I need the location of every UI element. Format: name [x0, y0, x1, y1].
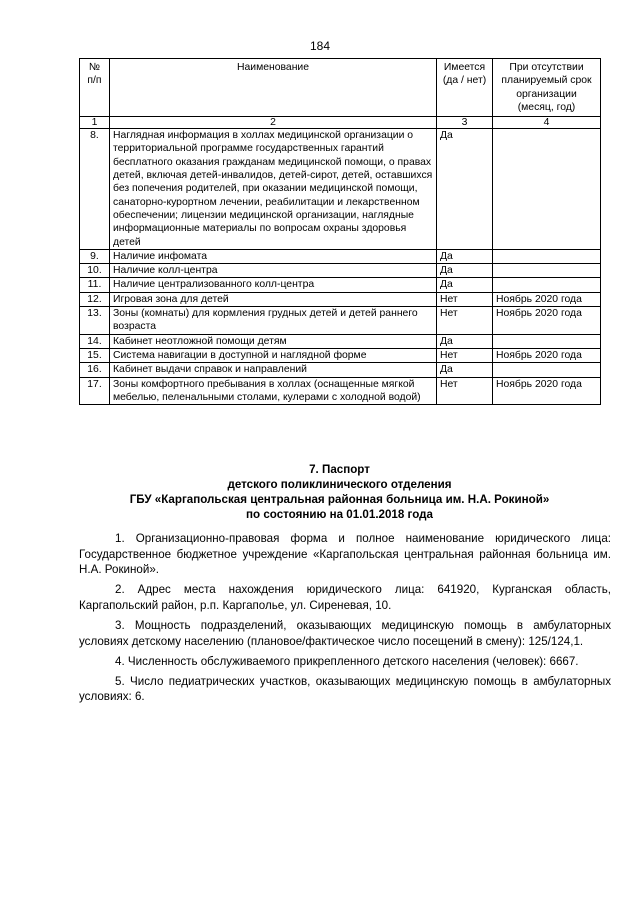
row-name: Зоны комфортного пребывания в холлах (оснащенные мягкой мебелью, пеленальными столами, кулерами с холодной водой)	[110, 377, 437, 405]
column-index: 4	[493, 117, 601, 129]
row-planned-date	[493, 249, 601, 263]
row-availability: Да	[437, 278, 493, 292]
column-index: 1	[80, 117, 110, 129]
row-number: 9.	[80, 249, 110, 263]
paragraph: 3. Мощность подразделений, оказывающих медицинскую помощь в амбулаторных условиях детскому населению (плановое/фактическое число посещений в смену): 125/124,1.	[79, 618, 611, 648]
row-name: Зоны (комнаты) для кормления грудных детей и детей раннего возраста	[110, 307, 437, 335]
row-name: Кабинет неотложной помощи детям	[110, 334, 437, 348]
row-planned-date	[493, 363, 601, 377]
row-planned-date	[493, 278, 601, 292]
row-number: 15.	[80, 348, 110, 362]
section-date: по состоянию на 01.01.2018 года	[246, 508, 433, 521]
row-planned-date	[493, 129, 601, 250]
row-number: 14.	[80, 334, 110, 348]
row-name: Наличие инфомата	[110, 249, 437, 263]
row-number: 12.	[80, 292, 110, 306]
table-row	[80, 307, 601, 335]
header-planned-date: При отсутствии планируемый срок организации (месяц, год)	[493, 59, 601, 117]
header-number: № п/п	[80, 59, 110, 117]
column-number-row	[80, 117, 601, 129]
page-number: 184	[309, 39, 331, 53]
paragraph: 1. Организационно-правовая форма и полное наименование юридического лица: Государственное бюджетное учреждение «Каргапольская центральная районная больница им. Н.А. Рокиной».	[79, 532, 611, 577]
row-number: 13.	[80, 307, 110, 335]
row-name: Система навигации в доступной и наглядной форме	[110, 348, 437, 362]
row-name: Игровая зона для детей	[110, 292, 437, 306]
row-planned-date: Ноябрь 2020 года	[493, 292, 601, 306]
row-name: Наглядная информация в холлах медицинской организации о территориальной программе государственных гарантий бесплатного оказания гражданам медицинской помощи, о правах детей, включая детей-инвалидов, детей-сирот, детей, оставшихся без попечения родителей, при оказании медицинской помощи, санаторно-курортном лечении, реабилитации и лекарственном обеспечении; лицензии медицинской организации, наглядные информационные материалы по вопросам охраны здоровья детей	[110, 129, 437, 250]
row-planned-date: Ноябрь 2020 года	[493, 377, 601, 405]
row-name: Наличие колл-центра	[110, 264, 437, 278]
row-availability: Нет	[437, 292, 493, 306]
row-planned-date	[493, 334, 601, 348]
row-planned-date	[493, 264, 601, 278]
table-row	[80, 129, 601, 250]
row-availability: Да	[437, 363, 493, 377]
table-row	[80, 334, 601, 348]
section-subtitle: детского поликлинического отделения	[227, 478, 452, 491]
header-name: Наименование	[110, 59, 437, 117]
section-organization: ГБУ «Каргапольская центральная районная больница им. Н.А. Рокиной»	[129, 493, 550, 506]
row-availability: Нет	[437, 377, 493, 405]
row-number: 8.	[80, 129, 110, 250]
table-row	[80, 278, 601, 292]
row-number: 10.	[80, 264, 110, 278]
column-index: 2	[110, 117, 437, 129]
section-heading	[79, 462, 600, 522]
row-availability: Да	[437, 264, 493, 278]
column-index: 3	[437, 117, 493, 129]
row-number: 16.	[80, 363, 110, 377]
table-body	[80, 129, 601, 405]
paragraph: 2. Адрес места нахождения юридического лица: 641920, Курганская область, Каргапольский район, р.п. Каргаполье, ул. Сиреневая, 10.	[79, 583, 611, 612]
row-name: Наличие централизованного колл-центра	[110, 278, 437, 292]
row-name: Кабинет выдачи справок и направлений	[110, 363, 437, 377]
paragraph: 5. Число педиатрических участков, оказывающих медицинскую помощь в амбулаторных условиях: 6.	[79, 674, 611, 704]
row-number: 17.	[80, 377, 110, 405]
row-availability: Нет	[437, 348, 493, 362]
table-header-row	[80, 59, 601, 117]
header-availability: Имеется (да / нет)	[437, 59, 493, 117]
row-availability: Да	[437, 249, 493, 263]
facilities-table	[79, 58, 601, 405]
table-row	[80, 363, 601, 377]
row-number: 11.	[80, 278, 110, 292]
row-planned-date: Ноябрь 2020 года	[493, 307, 601, 335]
table-row	[80, 348, 601, 362]
paragraph: 4. Численность обслуживаемого прикрепленного детского населения (человек): 6667.	[115, 654, 579, 668]
table-row	[80, 264, 601, 278]
table-row	[80, 292, 601, 306]
row-availability: Да	[437, 334, 493, 348]
row-availability: Да	[437, 129, 493, 250]
row-planned-date: Ноябрь 2020 года	[493, 348, 601, 362]
table-row	[80, 249, 601, 263]
table-row	[80, 377, 601, 405]
section-title: 7. Паспорт	[309, 463, 370, 476]
row-availability: Нет	[437, 307, 493, 335]
passport-body	[79, 531, 611, 709]
